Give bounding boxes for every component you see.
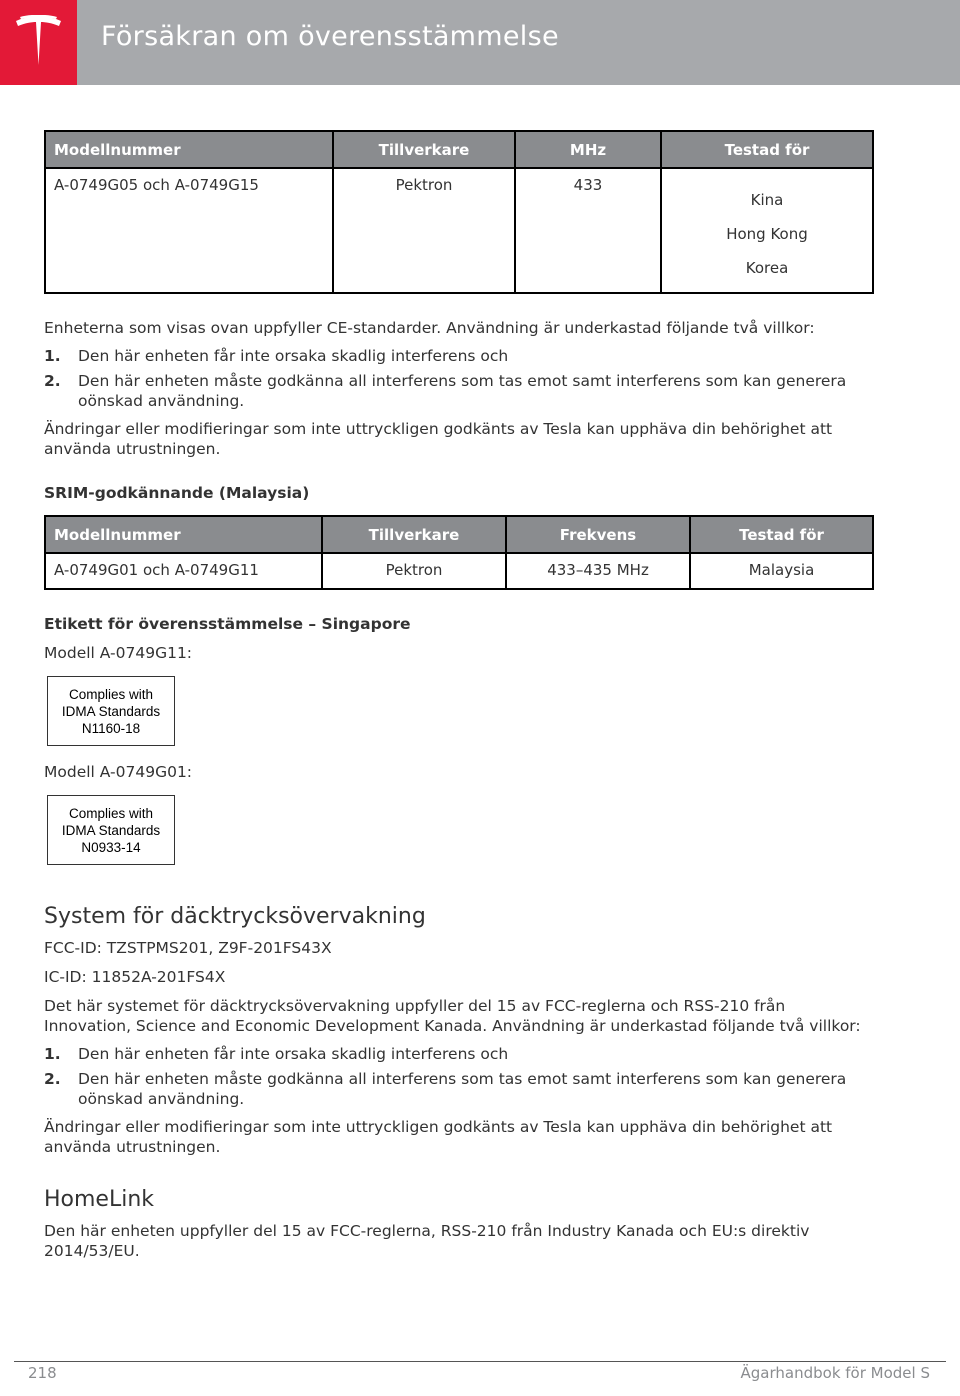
label-line: Complies with: [68, 687, 154, 702]
page-header: [0, 0, 960, 85]
column-header-maker: Tillverkare: [322, 516, 506, 553]
list-number: 2.: [44, 372, 61, 390]
idma-compliance-label: [47, 676, 175, 746]
cell-model: A-0749G05 och A-0749G15: [45, 168, 333, 293]
table-row: [45, 168, 873, 293]
list-number: 2.: [44, 1070, 61, 1088]
homelink-text: Den här enheten uppfyller del 15 av FCC-reglerna, RSS-210 från Industry Kanada och EU:s direktiv 2014/53/EU.: [44, 1222, 810, 1260]
cell-frequency: 433–435 MHz: [506, 553, 690, 589]
srim-heading: SRIM-godkännande (Malaysia): [44, 484, 310, 502]
column-header-model: Modellnummer: [45, 131, 333, 168]
list-item: [44, 1044, 874, 1064]
table-row: [45, 553, 873, 589]
column-header-mhz: MHz: [515, 131, 661, 168]
cell-mhz: 433: [515, 168, 661, 293]
ce-intro: Enheterna som visas ovan uppfyller CE-standarder. Användning är underkastad följande två villkor:: [44, 319, 815, 337]
list-number: 1.: [44, 347, 61, 365]
list-item: [44, 346, 874, 366]
idma-compliance-label: [47, 795, 175, 865]
tpms-intro: Det här systemet för däcktrycksövervakning uppfyller del 15 av FCC-reglerna och RSS-210 från Innovation, Science and Economic Development Kanada. Användning är underkastad följande två villkor:: [44, 997, 861, 1035]
country-item: Kina: [750, 191, 784, 209]
tpms-heading: System för däcktrycksövervakning: [44, 904, 426, 929]
column-header-frequency: Frekvens: [506, 516, 690, 553]
tpms-conditions-list: [44, 1044, 874, 1109]
tpms-fcc-id: FCC-ID: TZSTPMS201, Z9F-201FS43X: [44, 939, 332, 957]
tpms-changes-text: Ändringar eller modifieringar som inte uttryckligen godkänts av Tesla kan upphäva din behörighet att använda utrustningen.: [44, 1118, 833, 1156]
label-line: IDMA Standards: [61, 704, 161, 719]
footer-divider: [14, 1361, 946, 1362]
tesla-logo: [0, 0, 77, 85]
singapore-model-1: Modell A-0749G11:: [44, 644, 193, 662]
list-text: Den här enheten får inte orsaka skadlig interferens och: [78, 1045, 509, 1063]
manual-title: Ägarhandbok för Model S: [740, 1364, 930, 1382]
conformity-table: [44, 130, 874, 294]
country-item: Hong Kong: [726, 225, 808, 243]
cell-maker: Pektron: [333, 168, 515, 293]
label-line: N1160-18: [81, 721, 141, 736]
ce-changes-text: Ändringar eller modifieringar som inte uttryckligen godkänts av Tesla kan upphäva din behörighet att använda utrustningen.: [44, 420, 833, 458]
singapore-model-2: Modell A-0749G01:: [44, 763, 193, 781]
list-text: Den här enheten måste godkänna all interferens som tas emot samt interferens som kan generera oönskad användning.: [78, 1070, 847, 1108]
cell-country: Malaysia: [690, 553, 873, 589]
label-line: Complies with: [68, 806, 154, 821]
cell-countries: [661, 168, 873, 293]
cell-maker: Pektron: [322, 553, 506, 589]
list-number: 1.: [44, 1045, 61, 1063]
column-header-tested: Testad för: [690, 516, 873, 553]
list-item: [44, 1069, 874, 1109]
column-header-model: Modellnummer: [45, 516, 322, 553]
main-content: [44, 130, 874, 1261]
page-title: Försäkran om överensstämmelse: [101, 21, 559, 52]
tpms-ic-id: IC-ID: 11852A-201FS4X: [44, 968, 226, 986]
singapore-heading: Etikett för överensstämmelse – Singapore: [44, 615, 411, 633]
country-item: Korea: [745, 259, 789, 277]
srim-table: [44, 515, 874, 590]
column-header-maker: Tillverkare: [333, 131, 515, 168]
cell-model: A-0749G01 och A-0749G11: [45, 553, 322, 589]
homelink-heading: HomeLink: [44, 1187, 155, 1212]
tesla-t-icon: [14, 15, 63, 71]
ce-conditions-list: [44, 346, 874, 411]
label-line: IDMA Standards: [61, 823, 161, 838]
column-header-tested: Testad för: [661, 131, 873, 168]
label-line: N0933-14: [81, 840, 141, 855]
list-text: Den här enheten måste godkänna all interferens som tas emot samt interferens som kan generera oönskad användning.: [78, 372, 847, 410]
list-text: Den här enheten får inte orsaka skadlig interferens och: [78, 347, 509, 365]
page-number: 218: [28, 1364, 57, 1382]
list-item: [44, 371, 874, 411]
